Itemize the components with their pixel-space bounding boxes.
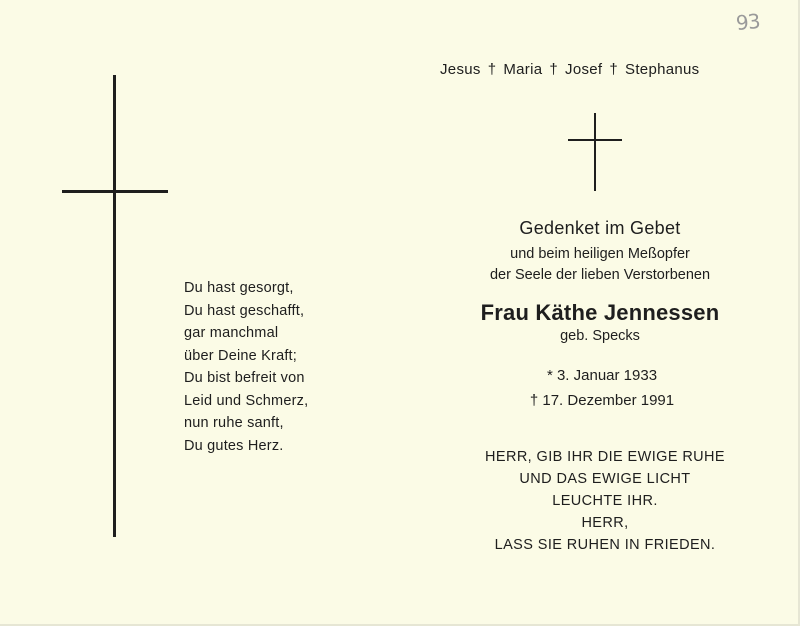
poem-line: Du gutes Herz.: [184, 437, 284, 454]
saint-name: Maria: [503, 61, 543, 78]
large-cross-icon-vertical: [113, 75, 116, 537]
heading: Gedenket im Gebet: [519, 218, 681, 238]
poem-line: Du bist befreit von: [184, 370, 305, 386]
prayer-line: UND DAS EWIGE LICHT: [519, 471, 691, 487]
death-date: † 17. Dezember 1991: [529, 392, 675, 409]
subheading-soul: der Seele der lieben Verstorbenen: [489, 267, 711, 283]
poem-line: Du hast geschafft,: [184, 302, 305, 319]
memorial-poem: [184, 277, 308, 457]
deceased-name: Frau Käthe Jennessen: [480, 300, 720, 325]
saint-name: Stephanus: [625, 61, 700, 78]
birth-date: * 3. Januar 1933: [546, 367, 658, 384]
page-number-mark: 93: [734, 8, 761, 36]
subheading-mass: und beim heiligen Meßopfer: [510, 246, 690, 262]
saint-name: Jesus: [440, 61, 481, 78]
poem-line: Leid und Schmerz,: [184, 392, 309, 409]
prayer-text: [440, 446, 770, 556]
dagger-icon: †: [609, 61, 619, 78]
poem-line: über Deine Kraft;: [184, 347, 298, 364]
large-cross-icon-horizontal: [62, 190, 168, 193]
small-cross-icon-vertical: [594, 113, 596, 191]
dagger-icon: †: [487, 61, 497, 78]
poem-line: gar manchmal: [184, 325, 279, 341]
saint-name: Josef: [565, 61, 603, 78]
prayer-line: LASS SIE RUHEN IN FRIEDEN.: [494, 537, 716, 553]
prayer-line: HERR, GIB IHR DIE EWIGE RUHE: [485, 449, 725, 465]
saints-line: [440, 61, 760, 78]
prayer-line: LEUCHTE IHR.: [552, 493, 658, 509]
small-cross-icon-horizontal: [568, 139, 622, 141]
dagger-icon: †: [549, 61, 559, 78]
prayer-line: HERR,: [581, 515, 629, 531]
maiden-name: geb. Specks: [560, 328, 640, 344]
poem-line: Du hast gesorgt,: [184, 280, 294, 296]
poem-line: nun ruhe sanft,: [184, 415, 284, 431]
